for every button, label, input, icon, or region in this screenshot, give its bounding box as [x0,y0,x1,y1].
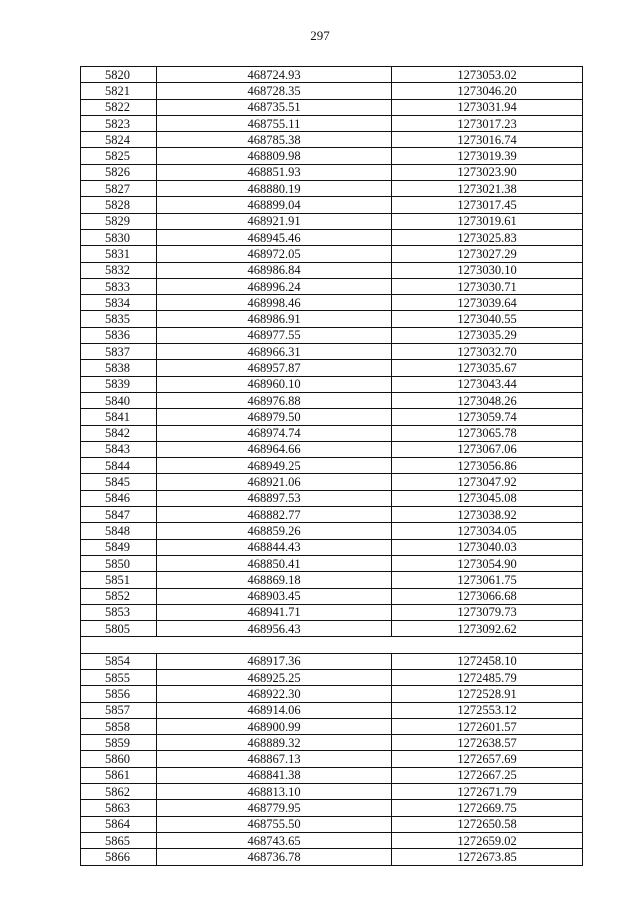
y-coordinate-cell: 1272528.91 [392,686,583,702]
y-coordinate-cell: 1272485.79 [392,669,583,685]
y-coordinate-cell: 1273035.29 [392,327,583,343]
x-coordinate-cell: 468977.55 [157,327,392,343]
y-coordinate-cell: 1273025.83 [392,229,583,245]
table-row [81,653,583,669]
point-id-cell: 5850 [81,555,157,571]
y-coordinate-cell: 1273065.78 [392,425,583,441]
x-coordinate-cell: 468897.53 [157,490,392,506]
table-row [81,784,583,800]
y-coordinate-cell: 1273040.55 [392,311,583,327]
point-id-cell: 5836 [81,327,157,343]
x-coordinate-cell: 468921.91 [157,213,392,229]
y-coordinate-cell: 1273066.68 [392,588,583,604]
y-coordinate-cell: 1273040.03 [392,539,583,555]
y-coordinate-cell: 1272458.10 [392,653,583,669]
table-row [81,213,583,229]
point-id-cell: 5823 [81,115,157,131]
table-row [81,67,583,83]
table-row [81,490,583,506]
y-coordinate-cell: 1273019.39 [392,148,583,164]
x-coordinate-cell: 468917.36 [157,653,392,669]
x-coordinate-cell: 468851.93 [157,164,392,180]
point-id-cell: 5853 [81,604,157,620]
point-id-cell: 5827 [81,181,157,197]
point-id-cell: 5865 [81,832,157,848]
x-coordinate-cell: 468755.11 [157,115,392,131]
point-id-cell: 5837 [81,344,157,360]
y-coordinate-cell: 1273092.62 [392,621,583,637]
point-id-cell: 5822 [81,99,157,115]
x-coordinate-cell: 468921.06 [157,474,392,490]
y-coordinate-cell: 1273031.94 [392,99,583,115]
x-coordinate-cell: 468785.38 [157,132,392,148]
table-row [81,115,583,131]
y-coordinate-cell: 1273017.23 [392,115,583,131]
x-coordinate-cell: 468779.95 [157,800,392,816]
x-coordinate-cell: 468850.41 [157,555,392,571]
point-id-cell: 5828 [81,197,157,213]
table-row [81,164,583,180]
table-row [81,376,583,392]
x-coordinate-cell: 468724.93 [157,67,392,83]
point-id-cell: 5820 [81,67,157,83]
table-row [81,83,583,99]
point-id-cell: 5844 [81,458,157,474]
y-coordinate-cell: 1273034.05 [392,523,583,539]
x-coordinate-cell: 468956.43 [157,621,392,637]
y-coordinate-cell: 1273047.92 [392,474,583,490]
point-id-cell: 5839 [81,376,157,392]
table-row [81,800,583,816]
point-id-cell: 5863 [81,800,157,816]
point-id-cell: 5866 [81,849,157,865]
point-id-cell: 5834 [81,295,157,311]
x-coordinate-cell: 468949.25 [157,458,392,474]
x-coordinate-cell: 468882.77 [157,507,392,523]
y-coordinate-cell: 1273035.67 [392,360,583,376]
point-id-cell: 5838 [81,360,157,376]
table-row [81,832,583,848]
point-id-cell: 5852 [81,588,157,604]
point-id-cell: 5854 [81,653,157,669]
y-coordinate-cell: 1273046.20 [392,83,583,99]
x-coordinate-cell: 468996.24 [157,278,392,294]
table-row [81,767,583,783]
point-id-cell: 5864 [81,816,157,832]
point-id-cell: 5847 [81,507,157,523]
table-row [81,539,583,555]
table-row [81,295,583,311]
table-row [81,246,583,262]
x-coordinate-cell: 468986.91 [157,311,392,327]
y-coordinate-cell: 1273030.71 [392,278,583,294]
table-row [81,604,583,620]
x-coordinate-cell: 468867.13 [157,751,392,767]
y-coordinate-cell: 1273067.06 [392,441,583,457]
x-coordinate-cell: 468922.30 [157,686,392,702]
y-coordinate-cell: 1272673.85 [392,849,583,865]
point-id-cell: 5858 [81,718,157,734]
x-coordinate-cell: 468998.46 [157,295,392,311]
y-coordinate-cell: 1272659.02 [392,832,583,848]
table-row [81,327,583,343]
y-coordinate-cell: 1273054.90 [392,555,583,571]
table-row [81,229,583,245]
table-row [81,360,583,376]
x-coordinate-cell: 468841.38 [157,767,392,783]
point-id-cell: 5849 [81,539,157,555]
x-coordinate-cell: 468736.78 [157,849,392,865]
x-coordinate-cell: 468889.32 [157,735,392,751]
point-id-cell: 5859 [81,735,157,751]
x-coordinate-cell: 468941.71 [157,604,392,620]
point-id-cell: 5848 [81,523,157,539]
point-id-cell: 5856 [81,686,157,702]
x-coordinate-cell: 468743.65 [157,832,392,848]
table-row [81,849,583,865]
point-id-cell: 5840 [81,392,157,408]
y-coordinate-cell: 1273027.29 [392,246,583,262]
table-row [81,132,583,148]
table-row [81,588,583,604]
x-coordinate-cell: 468986.84 [157,262,392,278]
y-coordinate-cell: 1273021.38 [392,181,583,197]
table-row [81,507,583,523]
coordinate-table-section-1 [81,67,583,637]
x-coordinate-cell: 468880.19 [157,181,392,197]
x-coordinate-cell: 468960.10 [157,376,392,392]
point-id-cell: 5833 [81,278,157,294]
x-coordinate-cell: 468925.25 [157,669,392,685]
table-row [81,718,583,734]
x-coordinate-cell: 468809.98 [157,148,392,164]
y-coordinate-cell: 1272601.57 [392,718,583,734]
y-coordinate-cell: 1273048.26 [392,392,583,408]
point-id-cell: 5843 [81,441,157,457]
x-coordinate-cell: 468813.10 [157,784,392,800]
x-coordinate-cell: 468899.04 [157,197,392,213]
table-row [81,441,583,457]
point-id-cell: 5826 [81,164,157,180]
table-row [81,669,583,685]
table-row [81,458,583,474]
x-coordinate-cell: 468979.50 [157,409,392,425]
x-coordinate-cell: 468735.51 [157,99,392,115]
y-coordinate-cell: 1273045.08 [392,490,583,506]
y-coordinate-cell: 1273079.73 [392,604,583,620]
x-coordinate-cell: 468966.31 [157,344,392,360]
y-coordinate-cell: 1272553.12 [392,702,583,718]
table-row [81,735,583,751]
x-coordinate-cell: 468728.35 [157,83,392,99]
y-coordinate-cell: 1273030.10 [392,262,583,278]
point-id-cell: 5846 [81,490,157,506]
coordinate-table-section-2 [81,653,583,865]
x-coordinate-cell: 468957.87 [157,360,392,376]
table-row [81,148,583,164]
separator-cell [81,637,583,653]
coordinate-table [80,66,583,866]
point-id-cell: 5855 [81,669,157,685]
x-coordinate-cell: 468844.43 [157,539,392,555]
point-id-cell: 5842 [81,425,157,441]
table-row [81,181,583,197]
y-coordinate-cell: 1273039.64 [392,295,583,311]
y-coordinate-cell: 1272638.57 [392,735,583,751]
table-row [81,425,583,441]
y-coordinate-cell: 1273038.92 [392,507,583,523]
y-coordinate-cell: 1273053.02 [392,67,583,83]
point-id-cell: 5829 [81,213,157,229]
x-coordinate-cell: 468755.50 [157,816,392,832]
table-row [81,816,583,832]
point-id-cell: 5832 [81,262,157,278]
point-id-cell: 5825 [81,148,157,164]
y-coordinate-cell: 1273019.61 [392,213,583,229]
table-row [81,262,583,278]
page-number: 297 [310,28,330,43]
y-coordinate-cell: 1273043.44 [392,376,583,392]
y-coordinate-cell: 1272650.58 [392,816,583,832]
x-coordinate-cell: 468974.74 [157,425,392,441]
point-id-cell: 5831 [81,246,157,262]
y-coordinate-cell: 1273059.74 [392,409,583,425]
y-coordinate-cell: 1273056.86 [392,458,583,474]
x-coordinate-cell: 468945.46 [157,229,392,245]
point-id-cell: 5835 [81,311,157,327]
table-row [81,409,583,425]
point-id-cell: 5841 [81,409,157,425]
section-separator [81,637,583,653]
table-row [81,751,583,767]
y-coordinate-cell: 1273023.90 [392,164,583,180]
y-coordinate-cell: 1273017.45 [392,197,583,213]
table-row [81,523,583,539]
y-coordinate-cell: 1273061.75 [392,572,583,588]
point-id-cell: 5845 [81,474,157,490]
table-row [81,99,583,115]
point-id-cell: 5862 [81,784,157,800]
x-coordinate-cell: 468903.45 [157,588,392,604]
x-coordinate-cell: 468972.05 [157,246,392,262]
separator-row [81,637,583,653]
y-coordinate-cell: 1272657.69 [392,751,583,767]
point-id-cell: 5857 [81,702,157,718]
table-row [81,392,583,408]
table-row [81,555,583,571]
x-coordinate-cell: 468900.99 [157,718,392,734]
table-row [81,344,583,360]
point-id-cell: 5821 [81,83,157,99]
table-row [81,197,583,213]
x-coordinate-cell: 468859.26 [157,523,392,539]
y-coordinate-cell: 1272671.79 [392,784,583,800]
point-id-cell: 5830 [81,229,157,245]
x-coordinate-cell: 468976.88 [157,392,392,408]
table-row [81,474,583,490]
y-coordinate-cell: 1273032.70 [392,344,583,360]
table-row [81,572,583,588]
y-coordinate-cell: 1272669.75 [392,800,583,816]
point-id-cell: 5861 [81,767,157,783]
point-id-cell: 5860 [81,751,157,767]
point-id-cell: 5805 [81,621,157,637]
y-coordinate-cell: 1272667.25 [392,767,583,783]
point-id-cell: 5824 [81,132,157,148]
table-row [81,621,583,637]
table-row [81,702,583,718]
table-row [81,686,583,702]
y-coordinate-cell: 1273016.74 [392,132,583,148]
table-row [81,311,583,327]
x-coordinate-cell: 468914.06 [157,702,392,718]
x-coordinate-cell: 468964.66 [157,441,392,457]
table-row [81,278,583,294]
x-coordinate-cell: 468869.18 [157,572,392,588]
point-id-cell: 5851 [81,572,157,588]
